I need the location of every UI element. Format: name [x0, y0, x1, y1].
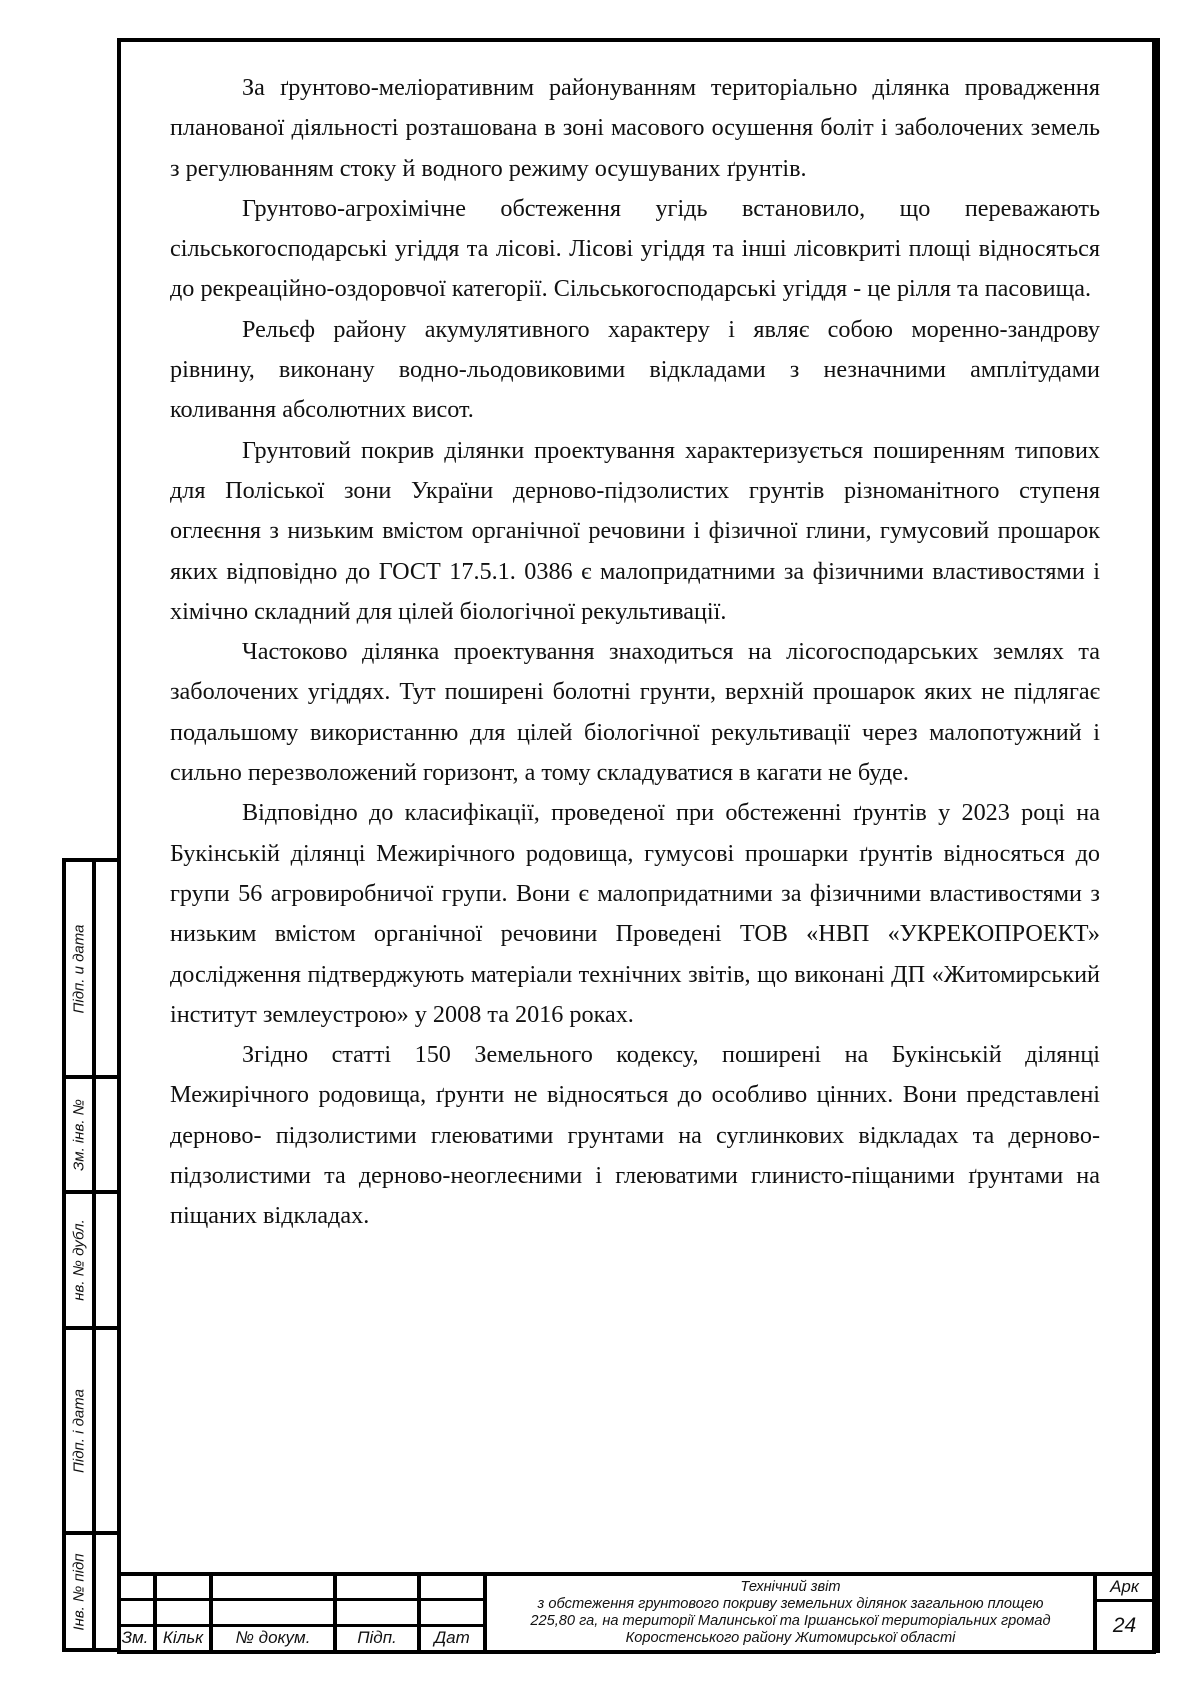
col-label-doc-no: № докум. [235, 1628, 311, 1647]
side-strip [62, 858, 117, 1652]
title-line: Технічний звіт [740, 1579, 841, 1595]
col-label-signature: Підп. [357, 1628, 397, 1647]
side-cell [66, 1535, 92, 1652]
side-label: нв. № дубл. [70, 1219, 88, 1301]
frame-right-border [1152, 38, 1156, 1654]
side-label: Зм. інв. № [70, 1098, 88, 1171]
paragraph: Частоково ділянка проектування знаходиться на лісогосподарських землях та заболочених угіддях. Тут поширені болотні грунти, верхній прошарок яких не підлягає подальшому використанню для цілей біологічної рекультивації через малопотужний і сильно перезволожений горизонт, а тому складуватися в кагати не буде. [170, 638, 1100, 787]
side-label: Підп. и дата [70, 924, 88, 1013]
side-cell [66, 862, 92, 1079]
side-cell-blank [96, 1330, 117, 1535]
document-title [487, 1576, 1094, 1650]
sheet-label: Арк [1110, 1577, 1139, 1596]
side-cell [66, 1079, 92, 1194]
side-cell-blank [96, 1079, 117, 1194]
side-cell-blank [96, 1194, 117, 1330]
stamp-row-line [117, 1598, 487, 1601]
col-label-date: Дат [434, 1628, 470, 1647]
paragraph: Грунтовий покрив ділянки проектування характеризується поширенням типових для Поліської зони України дерново-підзолистих грунтів різноманітного ступеня оглеєння з низьким вмістом органічної речовини і фізичної глини, гумусовий прошарок яких відповідно до ГОСТ 17.5.1. 0386 є малопридатними за фізичними властивостями і хімічно складний для цілей біологічної рекультивації. [170, 436, 1100, 625]
document-body [170, 68, 1100, 1237]
title-line: з обстеження грунтового покриву земельних ділянок загальною площею [537, 1596, 1044, 1612]
title-line: 225,80 га, на території Малинської та Іршанської територіальних громад [530, 1613, 1051, 1629]
paragraph: За ґрунтово-меліоративним районуванням територіально ділянка провадження планованої діяльності розташована в зоні масового осушення боліт і заболочених земель з регулюванням стоку й водного режиму осушуваних ґрунтів. [170, 74, 1100, 182]
paragraph: Грунтово-агрохімічне обстеження угідь встановило, що переважають сільськогосподарські угіддя та лісові. Лісові угіддя та інші лісовкриті площі відносяться до рекреаційно-оздоровчої категорії. Сільськогосподарські угіддя - це рілля та пасовища. [170, 194, 1100, 303]
paragraph: Відповідно до класифікації, проведеної при обстеженні ґрунтів у 2023 році на Букінській ділянці Межирічного родовища, гумусові прошарки ґрунтів відносяться до групи 56 агровиробничої групи. Вони є малопридатними за фізичними властивостями з низьким вмістом органічної речовини Проведені ТОВ «НВП «УКРЕКОПРОЕКТ» дослідження підтверджують матеріали технічних звітів, що виконані ДП «Житомирський інститут землеустрою» у 2008 та 2016 роках. [170, 799, 1100, 1028]
side-cell [66, 1194, 92, 1330]
side-cell [66, 1330, 92, 1535]
side-label: Підп. і дата [70, 1388, 88, 1473]
col-label-zm: Зм. [121, 1628, 149, 1647]
col-label-kilk: Кільк [162, 1628, 204, 1647]
side-label: Інв. № підп [70, 1552, 88, 1631]
paragraph: Рельєф району акумулятивного характеру і являє собою моренно-зандрову рівнину, виконану водно-льодовиковими відкладами з незначними амплітудами коливання абсолютних висот. [170, 315, 1100, 424]
side-cell-blank [96, 862, 117, 1079]
title-block [117, 1572, 1156, 1654]
title-line: Коростенського району Житомирської області [625, 1630, 956, 1646]
paragraph: Згідно статті 150 Земельного кодексу, поширені на Букінській ділянці Межирічного родовища, ґрунти не відносяться до особливо цінних. Вони представлені дерново- підзолистими глеюватими грунтами на суглинкових відкладах та дерново-підзолистими та дерново-неоглеєними і глеюватими глинисто-піщаними ґрунтами на піщаних відкладах. [170, 1041, 1100, 1230]
sheet-number: 24 [1112, 1614, 1137, 1637]
